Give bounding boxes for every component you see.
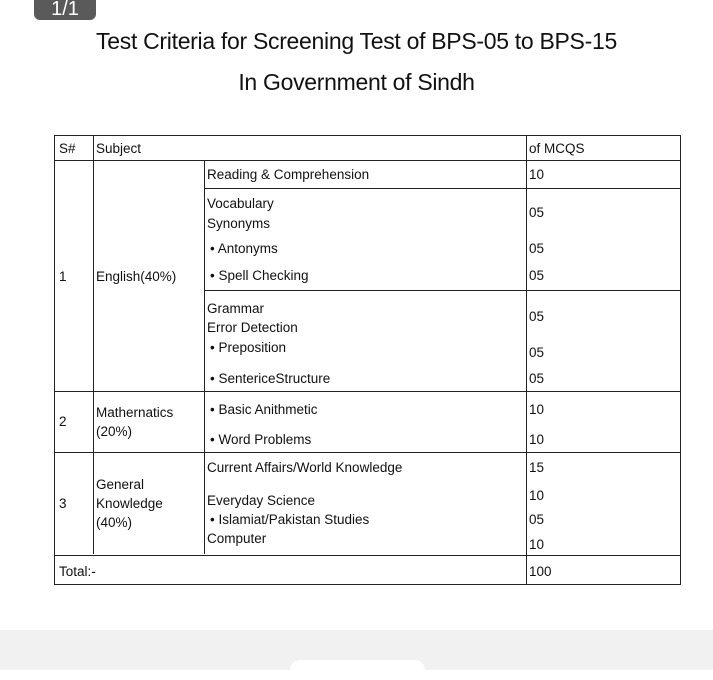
row-divider: [55, 452, 680, 453]
total-value: 100: [529, 564, 552, 579]
column-divider: [93, 136, 94, 554]
topic-word-problems: • Word Problems: [210, 432, 312, 447]
topic-everyday-science: Everyday Science: [207, 493, 316, 508]
viewer-bottom-bar: [0, 630, 713, 670]
document-subtitle: In Government of Sindh: [238, 69, 475, 95]
scroll-handle[interactable]: [290, 660, 425, 680]
column-divider: [204, 160, 205, 554]
row-divider: [55, 391, 680, 392]
topic-basic-arithmetic: • Basic Anithmetic: [210, 402, 318, 417]
gk-subject-weight: (40%): [96, 515, 133, 530]
mcqs-everyday-science: 10: [529, 488, 545, 503]
topic-preposition: • Preposition: [210, 340, 287, 355]
english-sno: 1: [59, 269, 67, 284]
header-mcqs: of MCQS: [529, 141, 585, 156]
total-label: Total:-: [59, 564, 96, 579]
mcqs-sentence-structure: 05: [529, 371, 545, 386]
row-divider: [204, 290, 680, 291]
topic-grammar: Grammar: [207, 301, 264, 316]
mcqs-word-problems: 10: [529, 432, 545, 447]
header-subject: Subject: [96, 141, 142, 156]
header-sno: S#: [59, 141, 76, 156]
math-sno: 2: [59, 414, 67, 429]
page-indicator: 1/1: [34, 0, 96, 20]
gk-sno: 3: [59, 496, 67, 511]
mcqs-basic-arithmetic: 10: [529, 402, 545, 417]
column-divider: [526, 136, 527, 584]
mcqs-islamiat-pakistan-studies: 05: [529, 512, 545, 527]
topic-sentence-structure: • SentericeStructure: [210, 371, 331, 386]
mcqs-reading: 10: [529, 167, 545, 182]
mcqs-computer: 10: [529, 537, 545, 552]
criteria-table: [54, 135, 681, 585]
mcqs-current-affairs: 15: [529, 460, 545, 475]
math-subject: Mathernatics: [96, 405, 174, 420]
topic-antonyms: • Antonyms: [210, 241, 278, 256]
topic-vocabulary: Vocabulary: [207, 196, 274, 211]
mcqs-preposition: 05: [529, 345, 545, 360]
mcqs-antonyms: 05: [529, 241, 545, 256]
mcqs-vocabulary: 05: [529, 205, 545, 220]
document-title: Test Criteria for Screening Test of BPS-05 to BPS-15: [96, 28, 617, 54]
mcqs-spell-checking: 05: [529, 268, 545, 283]
topic-error-detection: Error Detection: [207, 320, 298, 335]
row-divider: [55, 555, 680, 556]
row-divider: [204, 188, 680, 189]
topic-islamiat-pakistan-studies: • Islamiat/Pakistan Studies: [210, 512, 370, 527]
mcqs-grammar: 05: [529, 309, 545, 324]
gk-subject-line2: Knowledge: [96, 496, 163, 511]
math-subject-weight: (20%): [96, 424, 133, 439]
topic-computer: Computer: [207, 531, 267, 546]
topic-reading: Reading & Comprehension: [207, 167, 370, 182]
topic-current-affairs: Current Affairs/World Knowledge: [207, 460, 403, 475]
english-subject: English(40%): [96, 269, 177, 284]
gk-subject: General: [96, 477, 145, 492]
row-divider: [55, 160, 680, 161]
topic-spell-checking: • Spell Checking: [210, 268, 309, 283]
topic-synonyms: Synonyms: [207, 216, 271, 231]
